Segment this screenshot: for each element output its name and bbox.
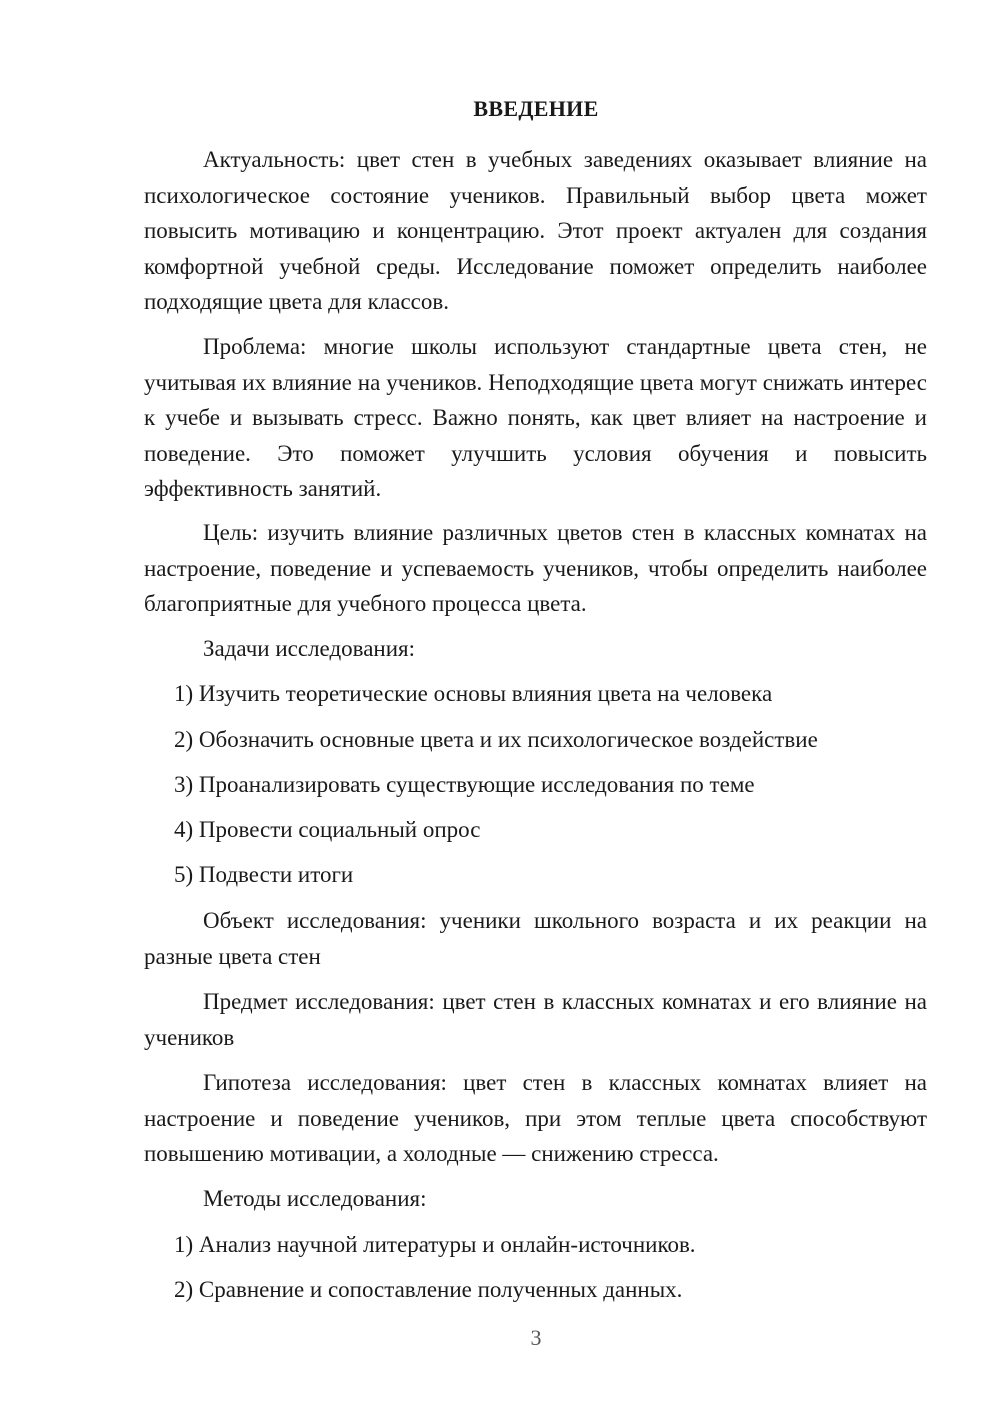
method-item: 2) Сравнение и сопоставление полученных данных. [174, 1277, 683, 1302]
object-paragraph: Объект исследования: ученики школьного возраста и их реакции на разные цвета стен [144, 908, 927, 969]
task-item: 4) Провести социальный опрос [174, 817, 481, 842]
page-title: ВВЕДЕНИЕ [473, 96, 599, 121]
problem-paragraph: Проблема: многие школы используют стандартные цвета стен, не учитывая их влияние на учеников. Неподходящие цвета могут снижать интерес к учебе и вызывать стресс. Важно понять, как цвет влияет на настроение и поведение. Это поможет улучшить условия обучения и повысить эффективность занятий. [144, 334, 927, 501]
goal-paragraph: Цель: изучить влияние различных цветов стен в классных комнатах на настроение, поведение и успеваемость учеников, чтобы определить наиболее благоприятные для учебного процесса цвета. [144, 520, 927, 616]
task-item: 1) Изучить теоретические основы влияния цвета на человека [174, 681, 773, 706]
task-item: 5) Подвести итоги [174, 862, 354, 887]
task-item: 2) Обозначить основные цвета и их психологическое воздействие [174, 727, 818, 752]
task-item: 3) Проанализировать существующие исследования по теме [174, 772, 755, 797]
tasks-heading: Задачи исследования: [203, 636, 416, 661]
relevance-paragraph: Актуальность: цвет стен в учебных заведениях оказывает влияние на психологическое состояние учеников. Правильный выбор цвета может повысить мотивацию и концентрацию. Этот проект актуален для создания комфортной учебной среды. Исследование поможет определить наиболее подходящие цвета для классов. [144, 147, 927, 314]
method-item: 1) Анализ научной литературы и онлайн-источников. [174, 1232, 696, 1257]
methods-heading: Методы исследования: [203, 1186, 427, 1211]
subject-paragraph: Предмет исследования: цвет стен в классных комнатах и его влияние на учеников [144, 989, 927, 1050]
hypothesis-paragraph: Гипотеза исследования: цвет стен в классных комнатах влияет на настроение и поведение учеников, при этом теплые цвета способствуют повышению мотивации, а холодные — снижению стресса. [144, 1070, 927, 1166]
page-number: 3 [530, 1325, 542, 1350]
